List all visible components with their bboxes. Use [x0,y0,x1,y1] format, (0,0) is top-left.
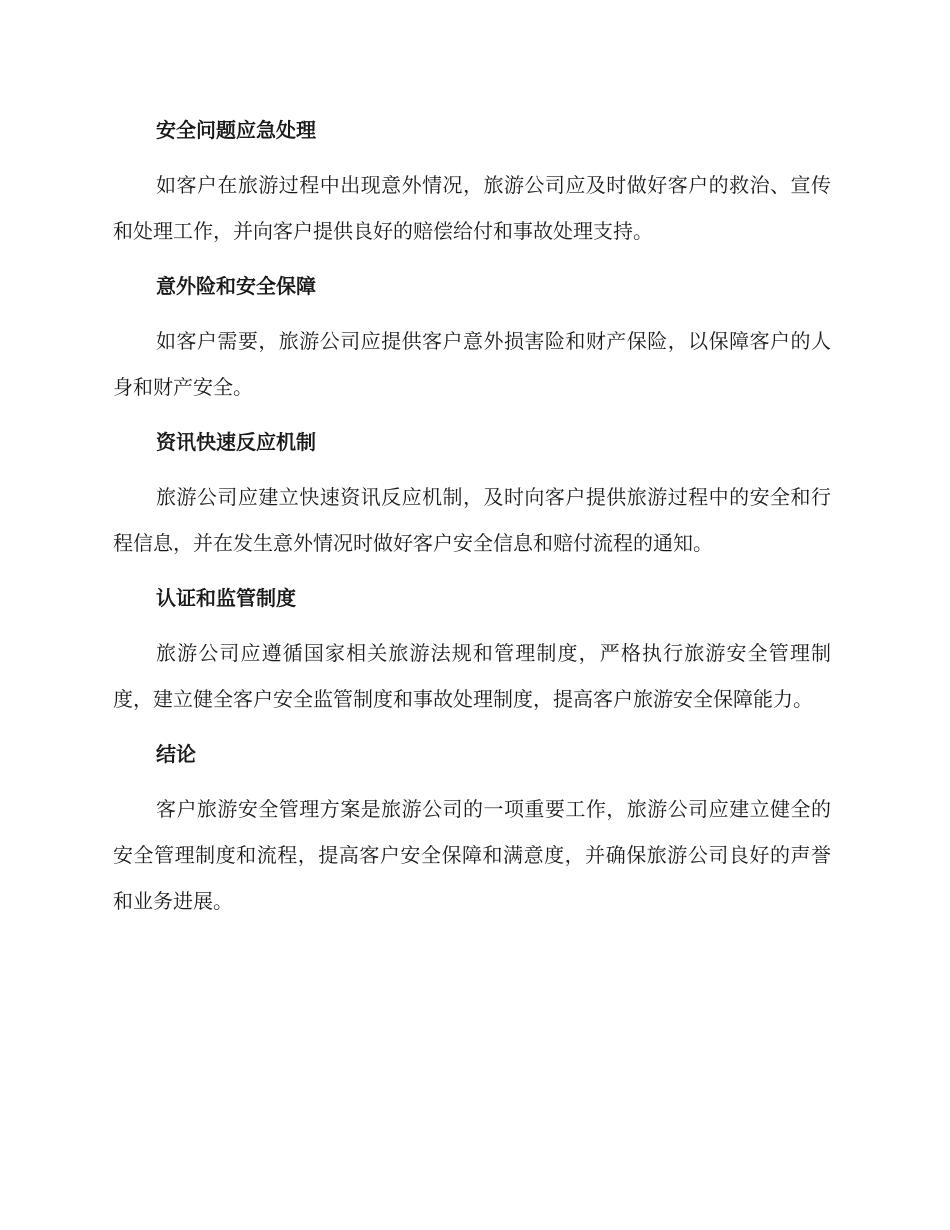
section-heading-insurance: 意外险和安全保障 [156,274,316,298]
section-heading-certification: 认证和监管制度 [156,586,296,610]
section-body-info-response: 旅游公司应建立快速资讯反应机制，及时向客户提供旅游过程中的安全和行程信息，并在发生意外情况时做好客户安全信息和赔付流程的通知。 [113,485,831,555]
section-body-insurance: 如客户需要，旅游公司应提供客户意外损害险和财产保险，以保障客户的人身和财产安全。 [113,329,831,399]
document-page [113,112,831,924]
section-heading-emergency: 安全问题应急处理 [156,118,316,142]
section-heading-info-response: 资讯快速反应机制 [156,430,316,454]
section-body-certification: 旅游公司应遵循国家相关旅游法规和管理制度，严格执行旅游安全管理制度，建立健全客户安全监管制度和事故处理制度，提高客户旅游安全保障能力。 [113,641,831,711]
section-body-emergency: 如客户在旅游过程中出现意外情况，旅游公司应及时做好客户的救治、宣传和处理工作，并向客户提供良好的赔偿给付和事故处理支持。 [113,173,831,243]
section-body-conclusion: 客户旅游安全管理方案是旅游公司的一项重要工作，旅游公司应建立健全的安全管理制度和流程，提高客户安全保障和满意度，并确保旅游公司良好的声誉和业务进展。 [113,797,831,913]
section-heading-conclusion: 结论 [156,742,196,766]
